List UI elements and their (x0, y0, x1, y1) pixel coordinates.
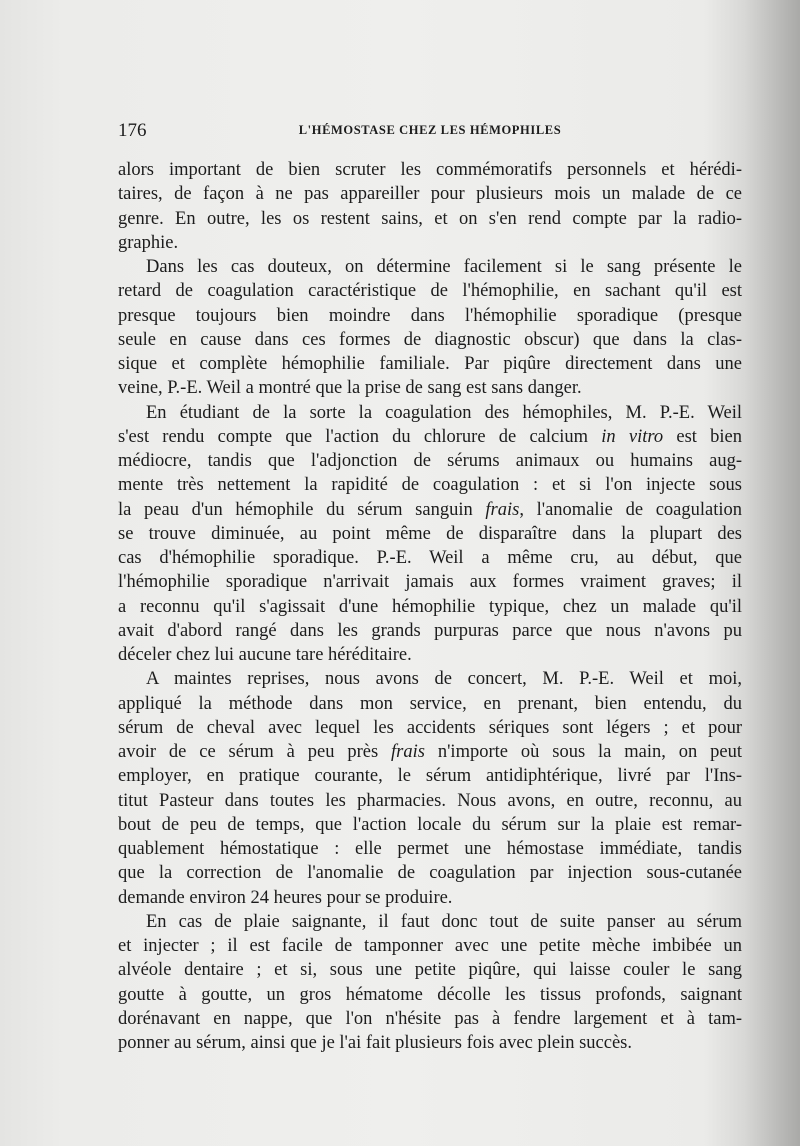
text-line: alors important de bien scruter les commémoratifs personnels et hérédi- (118, 160, 742, 180)
text-line: alvéole dentaire ; et si, sous une petite piqûre, qui laisse couler le sang (118, 960, 742, 981)
text-line: taires, de façon à ne pas appareiller pour plusieurs mois un malade de ce (118, 184, 742, 205)
text-line: a reconnu qu'il s'agissait d'une hémophilie typique, chez un malade qu'il (118, 596, 742, 617)
text-line: En cas de plaie saignante, il faut donc tout de suite panser au sérum (146, 911, 742, 932)
italic-term: frais (485, 499, 520, 520)
italic-term: in vitro (601, 426, 664, 447)
paragraph (118, 158, 742, 255)
text-line: médiocre, tandis que l'adjonction de sérums animaux ou humains aug- (118, 451, 742, 471)
text-line: sérum de cheval avec lequel les accidents sériques sont légers ; et pour (118, 717, 742, 738)
text-line: Dans les cas douteux, on détermine facilement si le sang présente le (146, 257, 742, 277)
text-line: titut Pasteur dans toutes les pharmacies. Nous avons, en outre, reconnu, au (118, 790, 742, 811)
text-line: goutte à goutte, un gros hématome décolle les tissus profonds, saignant (118, 984, 742, 1005)
text-line: genre. En outre, les os restent sains, et on s'en rend compte par la radio- (118, 208, 742, 229)
text-line: En étudiant de la sorte la coagulation des hémophiles, M. P.-E. Weil (146, 402, 742, 423)
text-line: avait d'abord rangé dans les grands purpuras parce que nous n'avons pu (118, 620, 742, 641)
text-line: la peau d'un hémophile du sérum sanguin frais, l'anomalie de coagulation (118, 499, 742, 520)
page-body (118, 158, 742, 1055)
text-line: A maintes reprises, nous avons de concert, M. P.-E. Weil et moi, (146, 669, 742, 690)
text-line: mente très nettement la rapidité de coagulation : et si l'on injecte sous (118, 475, 742, 496)
text-line: que la correction de l'anomalie de coagulation par injection sous-cutanée (118, 863, 742, 884)
text-line: dorénavant en nappe, que l'on n'hésite pas à fendre largement et à tam- (118, 1008, 742, 1029)
text-line: avoir de ce sérum à peu près frais n'importe où sous la main, on peut (118, 742, 742, 762)
text-line: et injecter ; il est facile de tamponner avec une petite mèche imbibée un (118, 936, 742, 956)
italic-term: frais (391, 742, 425, 762)
paragraph (118, 910, 742, 1056)
text-line: se trouve diminuée, au point même de disparaître dans la plupart des (118, 523, 742, 544)
text-line: quablement hémostatique : elle permet une hémostase immédiate, tandis (118, 839, 742, 859)
text-line: bout de peu de temps, que l'action locale du sérum sur la plaie est remar- (118, 814, 742, 835)
text-line: sique et complète hémophilie familiale. Par piqûre directement dans une (118, 354, 742, 374)
text-line: appliqué la méthode dans mon service, en prenant, bien entendu, du (118, 693, 742, 714)
text-line: cas d'hémophilie sporadique. P.-E. Weil a même cru, au début, que (118, 548, 742, 568)
paragraph (118, 401, 742, 668)
text-line: presque toujours bien moindre dans l'hémophilie sporadique (presque (118, 305, 742, 326)
text-line: demande environ 24 heures pour se produire. (118, 887, 453, 908)
text-line: veine, P.-E. Weil a montré que la prise de sang est sans danger. (118, 378, 582, 399)
text-line: l'hémophilie sporadique n'arrivait jamais aux formes vraiment graves; il (118, 572, 742, 593)
text-line: employer, en pratique courante, le sérum antidiphtérique, livré par l'Ins- (118, 766, 742, 787)
text-line: déceler chez lui aucune tare héréditaire. (118, 645, 412, 665)
text-line: ponner au sérum, ainsi que je l'ai fait plusieurs fois avec plein succès. (118, 1033, 632, 1053)
paragraph (118, 255, 742, 401)
text-line: graphie. (118, 232, 179, 253)
text-line: seule en cause dans ces formes de diagnostic obscur) que dans la clas- (118, 329, 742, 350)
page-header (118, 120, 742, 144)
running-title: L'HÉMOSTASE CHEZ LES HÉMOPHILES (298, 123, 562, 137)
text-line: retard de coagulation caractéristique de l'hémophilie, en sachant qu'il est (118, 281, 742, 302)
page-number: 176 (118, 120, 147, 141)
paragraph (118, 667, 742, 910)
text-line: s'est rendu compte que l'action du chlorure de calcium in vitro est bien (118, 426, 742, 447)
